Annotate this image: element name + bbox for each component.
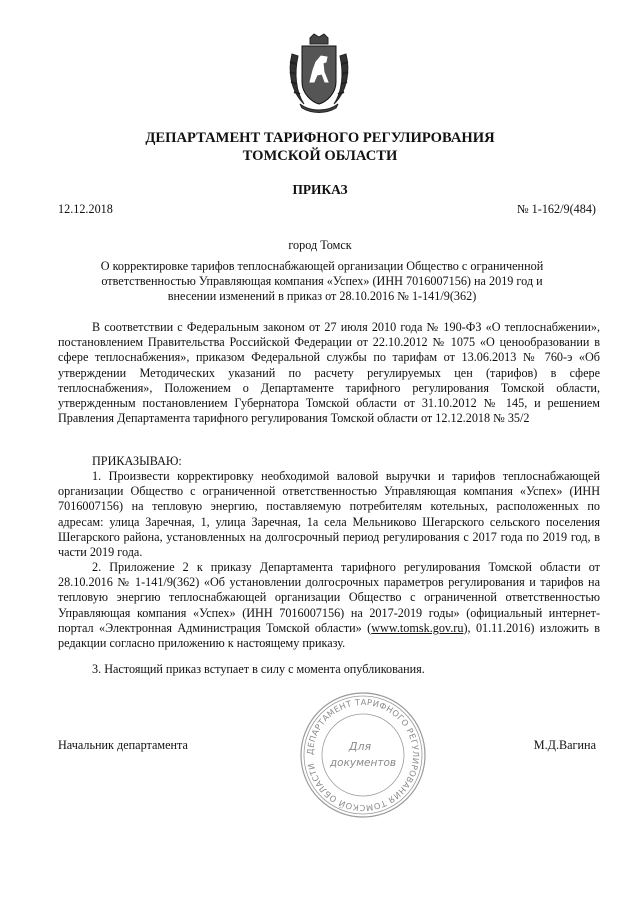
portal-link[interactable]: www.tomsk.gov.ru [371, 620, 464, 635]
coat-of-arms-icon [286, 32, 352, 114]
order-city: город Томск [288, 238, 352, 252]
order-item-1: 1. Произвести корректировку необходимой валовой выручки и тарифов теплоснабжающей организации Общество с ограниченной ответственностью Управляющая компания «Успех» (ИНН 7016007156) на тепловую энергию, поставляемую потребителям котельных, расположенных по адресам: улица Заречная, 1, улица Заречная, 1а села Мельниково Шегарского сельского поселения Шегарского района, установленных на долгосрочный период регулирования с 2017 года по 2019 год, в части 2019 года. [58, 469, 600, 560]
official-stamp [298, 690, 428, 820]
signatory-title: Начальник департамента [58, 738, 188, 752]
order-item-2-text-end: ), 01.11.2016) изложить в редакции согласно приложению к настоящему приказу. [58, 620, 600, 651]
signatory-name: М.Д.Вагина [533, 738, 596, 752]
stamp-center-line1: Для [348, 740, 372, 753]
preamble-paragraph: В соответствии с Федеральным законом от 27 июля 2010 года № 190-ФЗ «О теплоснабжении», постановлением Правительства Российской Федерации от 22.10.2012 № 1075 «О ценообразовании в сфере теплоснабжения», приказом Федеральной службы по тарифам от 13.06.2013 № 760-э «Об утверждении Методических указаний по расчету регулируемых цен (тарифов) в сфере теплоснабжения», Положением о Департаменте тарифного регулирования Томской области, утвержденным постановлением Губернатора Томской области от 31.10.2012 № 145, и решением Правления Департамента тарифного регулирования Томской области от 12.12.2018 № 35/2 [58, 320, 600, 426]
order-item-2-text-start: 2. Приложение 2 к приказу Департамента тарифного регулирования Томской области от 28.10.2016 № 1-141/9(362) «Об установлении долгосрочных параметров регулирования и тарифов на тепловую энергию теплоснабжающей организации Общество с ограниченной ответственностью Управляющая компания «Успех» (ИНН 7016007156) на 2017-2019 годы» (официальный интернет-портал «Электронная Администрация Томской области» ( [58, 560, 600, 635]
department-name-line1: ДЕПАРТАМЕНТ ТАРИФНОГО РЕГУЛИРОВАНИЯ [145, 130, 495, 146]
decree-word: ПРИКАЗЫВАЮ: [92, 454, 182, 468]
department-name-line2: ТОМСКОЙ ОБЛАСТИ [242, 148, 398, 164]
order-date: 12.12.2018 [58, 202, 113, 216]
order-number: № 1-162/9(484) [517, 202, 596, 216]
order-subject: О корректировке тарифов теплоснабжающей организации Общество с ограниченной ответственностью Управляющая компания «Успех» (ИНН 7016007156) на 2019 год и внесении изменений в приказ от 28.10.2016 № 1-141/9(362) [100, 259, 544, 304]
order-item-3: 3. Настоящий приказ вступает в силу с момента опубликования. [92, 662, 425, 676]
stamp-center-line2: документов [329, 757, 397, 769]
stamp-ring-text: ДЕПАРТАМЕНТ ТАРИФНОГО РЕГУЛИРОВАНИЯ ТОМСКОЙ ОБЛАСТИ [304, 696, 422, 814]
order-title: ПРИКАЗ [292, 182, 348, 197]
order-item-2 [58, 560, 600, 651]
